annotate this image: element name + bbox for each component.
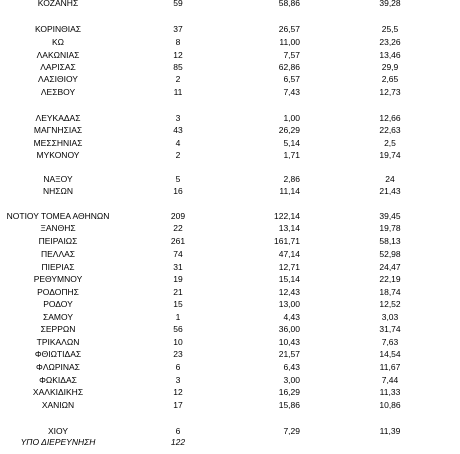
- cases-count: 12: [173, 387, 183, 397]
- percent-value: 2,65: [381, 74, 399, 84]
- region-name: ΤΡΙΚΑΛΩΝ: [36, 337, 80, 347]
- region-name: ΦΛΩΡΙΝΑΣ: [36, 362, 80, 372]
- percent-value: 2,5: [384, 138, 396, 148]
- per-capita-value: 4,43: [283, 312, 300, 322]
- cases-count: 85: [173, 62, 183, 72]
- cases-count: 16: [173, 186, 183, 196]
- cases-count: 1: [175, 312, 181, 322]
- region-name: ΛΕΣΒΟΥ: [40, 87, 76, 97]
- table-row: [0, 150, 460, 161]
- per-capita-value: 122,14: [274, 211, 300, 221]
- per-capita-value: 58,86: [278, 0, 300, 8]
- cases-count: 3: [175, 113, 181, 123]
- table-row: [0, 186, 460, 197]
- percent-value: 19,78: [379, 223, 401, 233]
- table-row: [0, 249, 460, 260]
- per-capita-value: 7,57: [283, 50, 300, 60]
- region-name: ΣΕΡΡΩΝ: [40, 324, 76, 334]
- cases-count: 19: [173, 274, 183, 284]
- percent-value: 19,74: [379, 150, 401, 160]
- percent-value: 10,86: [379, 400, 401, 410]
- table-row: [0, 125, 460, 136]
- per-capita-value: 10,43: [278, 337, 300, 347]
- per-capita-value: 12,43: [278, 287, 300, 297]
- region-name: ΡΟΔΟΠΗΣ: [37, 287, 79, 297]
- per-capita-value: 21,57: [278, 349, 300, 359]
- table-row: [0, 0, 460, 9]
- region-name: ΛΑΡΙΣΑΣ: [40, 62, 76, 72]
- cases-count: 4: [175, 138, 181, 148]
- table-row: [0, 287, 460, 298]
- percent-value: 11,39: [379, 426, 401, 436]
- region-name: ΧΑΝΙΩΝ: [41, 400, 75, 410]
- cases-count: 11: [173, 87, 183, 97]
- table-row: [0, 362, 460, 373]
- region-name: ΜΥΚΟΝΟΥ: [36, 150, 80, 160]
- region-name: ΛΑΚΩΝΙΑΣ: [36, 50, 80, 60]
- table-row: [0, 74, 460, 85]
- region-name: ΚΩ: [51, 37, 65, 47]
- cases-count: 10: [173, 337, 183, 347]
- region-name: ΠΕΙΡΑΙΩΣ: [38, 236, 78, 246]
- percent-value: 14,54: [379, 349, 401, 359]
- cases-count: 6: [175, 426, 181, 436]
- cases-count: 59: [173, 0, 183, 8]
- table-row: [0, 400, 460, 411]
- cases-count: 261: [170, 236, 186, 246]
- under-investigation-label: ΥΠΟ ΔΙΕΡΕΥΝΗΣΗ: [20, 437, 96, 447]
- cases-count: 21: [173, 287, 183, 297]
- table-row: [0, 375, 460, 386]
- per-capita-value: 3,00: [283, 375, 300, 385]
- region-name: ΡΕΘΥΜΝΟΥ: [33, 274, 83, 284]
- percent-value: 29,9: [381, 62, 399, 72]
- percent-value: 22,63: [379, 125, 401, 135]
- table-row: [0, 262, 460, 273]
- under-investigation-count: 122: [170, 437, 186, 447]
- cases-count: 23: [173, 349, 183, 359]
- cases-count: 43: [173, 125, 183, 135]
- per-capita-value: 11,14: [279, 186, 300, 196]
- region-name: ΛΕΥΚΑΔΑΣ: [35, 113, 81, 123]
- table-row: [0, 387, 460, 398]
- cases-count: 2: [175, 74, 181, 84]
- percent-value: 12,73: [379, 87, 401, 97]
- percent-value: 24: [385, 174, 395, 184]
- region-name: ΝΟΤΙΟΥ ΤΟΜΕΑ ΑΘΗΝΩΝ: [6, 211, 110, 221]
- table-row: [0, 337, 460, 348]
- cases-count: 22: [173, 223, 183, 233]
- table-row: [0, 426, 460, 437]
- cases-count: 2: [175, 150, 181, 160]
- per-capita-value: 13,00: [278, 299, 300, 309]
- percent-value: 23,26: [379, 37, 401, 47]
- cases-count: 3: [175, 375, 181, 385]
- region-name: ΚΟΡΙΝΘΙΑΣ: [34, 24, 82, 34]
- per-capita-value: 62,86: [278, 62, 300, 72]
- percent-value: 13,46: [379, 50, 401, 60]
- per-capita-value: 15,14: [278, 274, 300, 284]
- percent-value: 11,67: [379, 362, 401, 372]
- region-name: ΧΑΛΚΙΔΙΚΗΣ: [32, 387, 84, 397]
- table-row: [0, 37, 460, 48]
- percent-value: 11,33: [379, 387, 401, 397]
- per-capita-value: 11,00: [279, 37, 300, 47]
- percent-value: 25,5: [381, 24, 399, 34]
- table-row: [0, 223, 460, 234]
- region-name: ΜΑΓΝΗΣΙΑΣ: [33, 125, 83, 135]
- region-name: ΠΙΕΡΙΑΣ: [41, 262, 75, 272]
- per-capita-value: 15,86: [278, 400, 300, 410]
- table-row: [0, 211, 460, 222]
- table-row: [0, 174, 460, 185]
- region-name: ΡΟΔΟΥ: [43, 299, 73, 309]
- table-row: [0, 87, 460, 98]
- table-row: [0, 62, 460, 73]
- percent-value: 39,45: [379, 211, 401, 221]
- per-capita-value: 1,71: [283, 150, 300, 160]
- table-row: [0, 50, 460, 61]
- region-name: ΦΩΚΙΔΑΣ: [39, 375, 77, 385]
- percent-value: 31,74: [379, 324, 401, 334]
- percent-value: 12,66: [379, 113, 401, 123]
- cases-count: 15: [173, 299, 183, 309]
- per-capita-value: 26,29: [278, 125, 300, 135]
- cases-count: 5: [175, 174, 181, 184]
- per-capita-value: 7,43: [283, 87, 300, 97]
- region-name: ΞΑΝΘΗΣ: [40, 223, 76, 233]
- per-capita-value: 26,57: [278, 24, 300, 34]
- per-capita-value: 6,57: [283, 74, 300, 84]
- table-row: [0, 349, 460, 360]
- per-capita-value: 5,14: [283, 138, 300, 148]
- percent-value: 18,74: [379, 287, 401, 297]
- per-capita-value: 161,71: [274, 236, 300, 246]
- table-row: [0, 274, 460, 285]
- table-row: [0, 113, 460, 124]
- region-name: ΝΗΣΩΝ: [42, 186, 74, 196]
- cases-count: 31: [173, 262, 183, 272]
- under-investigation-row: [0, 437, 460, 448]
- per-capita-value: 1,00: [283, 113, 300, 123]
- table-row: [0, 24, 460, 35]
- percent-value: 24,47: [379, 262, 401, 272]
- region-name: ΛΑΣΙΘΙΟΥ: [38, 74, 78, 84]
- table-row: [0, 324, 460, 335]
- per-capita-value: 16,29: [278, 387, 300, 397]
- cases-count: 8: [175, 37, 181, 47]
- percent-value: 12,52: [379, 299, 401, 309]
- region-name: ΚΟΖΑΝΗΣ: [37, 0, 79, 8]
- percent-value: 52,98: [379, 249, 401, 259]
- percent-value: 7,44: [381, 375, 399, 385]
- table-row: [0, 312, 460, 323]
- region-name: ΝΑΞΟΥ: [43, 174, 73, 184]
- region-name: ΦΘΙΩΤΙΔΑΣ: [34, 349, 82, 359]
- cases-count: 6: [175, 362, 181, 372]
- cases-count: 56: [173, 324, 183, 334]
- per-capita-value: 36,00: [278, 324, 300, 334]
- cases-count: 209: [170, 211, 186, 221]
- table-row: [0, 299, 460, 310]
- region-name: ΣΑΜΟΥ: [42, 312, 73, 322]
- per-capita-value: 2,86: [283, 174, 300, 184]
- cases-count: 37: [173, 24, 183, 34]
- table-row: [0, 236, 460, 247]
- percent-value: 39,28: [379, 0, 401, 8]
- percent-value: 22,19: [379, 274, 401, 284]
- region-name: ΠΕΛΛΑΣ: [40, 249, 76, 259]
- per-capita-value: 6,43: [283, 362, 300, 372]
- region-name: ΜΕΣΣΗΝΙΑΣ: [33, 138, 83, 148]
- cases-count: 12: [173, 50, 183, 60]
- region-name: ΧΙΟΥ: [47, 426, 69, 436]
- cases-count: 17: [173, 400, 183, 410]
- cases-count: 74: [173, 249, 183, 259]
- percent-value: 21,43: [379, 186, 401, 196]
- percent-value: 7,63: [381, 337, 399, 347]
- per-capita-value: 47,14: [278, 249, 300, 259]
- per-capita-value: 13,14: [278, 223, 300, 233]
- per-capita-value: 12,71: [278, 262, 300, 272]
- per-capita-value: 7,29: [283, 426, 300, 436]
- table-row: [0, 138, 460, 149]
- percent-value: 58,13: [379, 236, 401, 246]
- percent-value: 3,03: [381, 312, 399, 322]
